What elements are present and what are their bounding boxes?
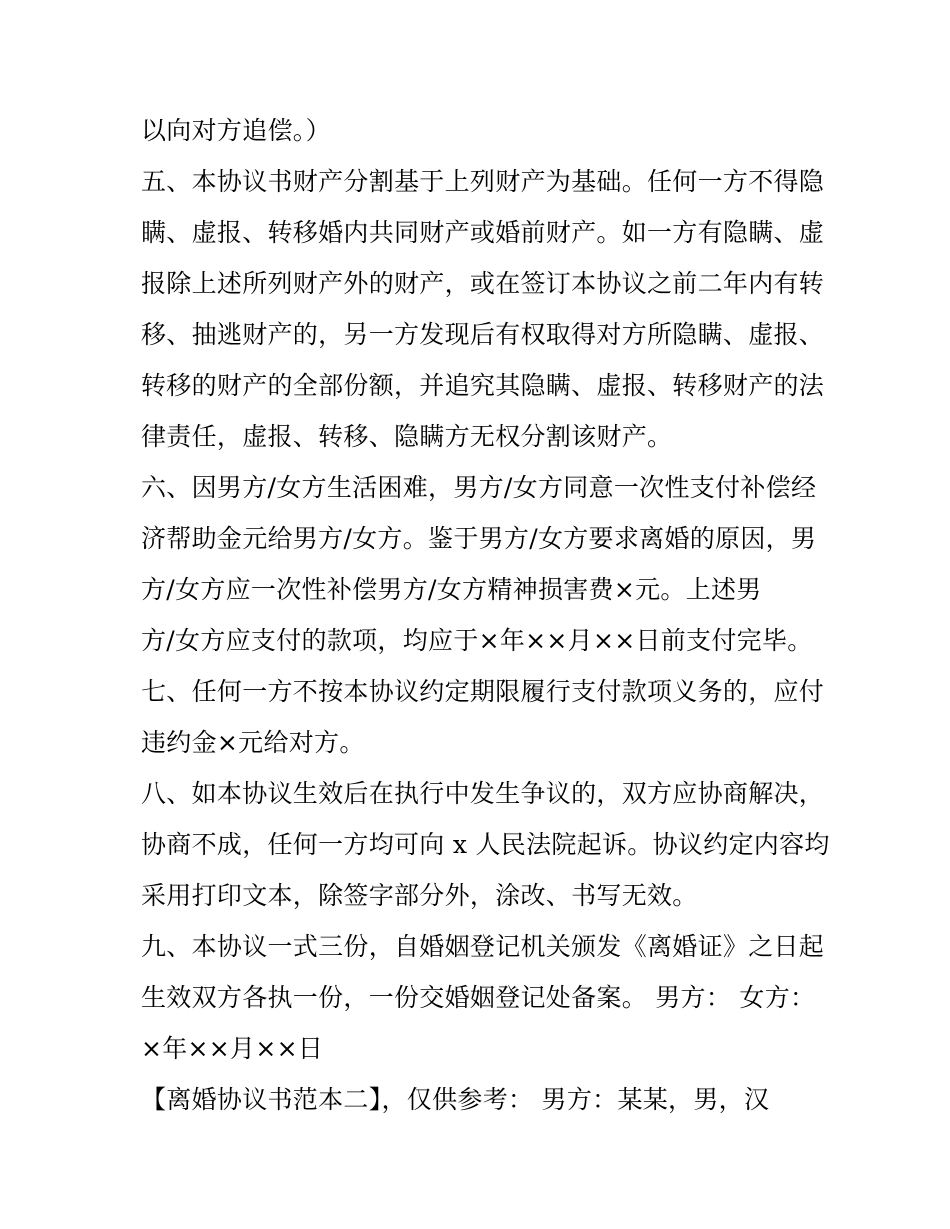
text-line: 移、抽逃财产的，另一方发现后有权取得对方所隐瞒、虚报、 [141,320,825,349]
text-line: 报除上述所列财产外的财产，或在签订本协议之前二年内有转 [141,269,825,298]
text-line: 六、因男方/女方生活困难，男方/女方同意一次性支付补偿经 [141,473,817,502]
text-line: 采用打印文本，除签字部分外，涂改、书写无效。 [141,881,698,910]
text-line: 律责任，虚报、转移、隐瞒方无权分割该财产。 [141,422,673,451]
text-line: 七、任何一方不按本协议约定期限履行支付款项义务的，应付 [141,677,825,706]
text-line: 【离婚协议书范本二】，仅供参考： 男方：某某，男，汉 [141,1085,770,1114]
text-line: 九、本协议一式三份，自婚姻登记机关颁发《离婚证》之日起 [141,932,825,961]
text-line: ×年××月××日 [141,1034,324,1063]
text-line: 瞒、虚报、转移婚内共同财产或婚前财产。如一方有隐瞒、虚 [141,218,825,247]
text-line: 生效双方各执一份，一份交婚姻登记处备案。 男方： 女方： [141,983,816,1012]
text-line: 违约金×元给对方。 [141,728,365,757]
text-line: 方/女方应一次性补偿男方/女方精神损害费×元。上述男 [141,575,762,604]
text-line: 济帮助金元给男方/女方。鉴于男方/女方要求离婚的原因，男 [141,524,817,553]
text-line: 五、本协议书财产分割基于上列财产为基础。任何一方不得隐 [141,167,825,196]
text-line: 转移的财产的全部份额，并追究其隐瞒、虚报、转移财产的法 [141,371,825,400]
text-line: 方/女方应支付的款项，均应于×年××月××日前支付完毕。 [141,626,813,655]
text-line: 以向对方追偿。） [141,116,331,145]
text-line: 协商不成，任何一方均可向 x 人民法院起诉。协议约定内容均 [141,830,830,859]
text-line: 八、如本协议生效后在执行中发生争议的，双方应协商解决， [141,779,825,808]
